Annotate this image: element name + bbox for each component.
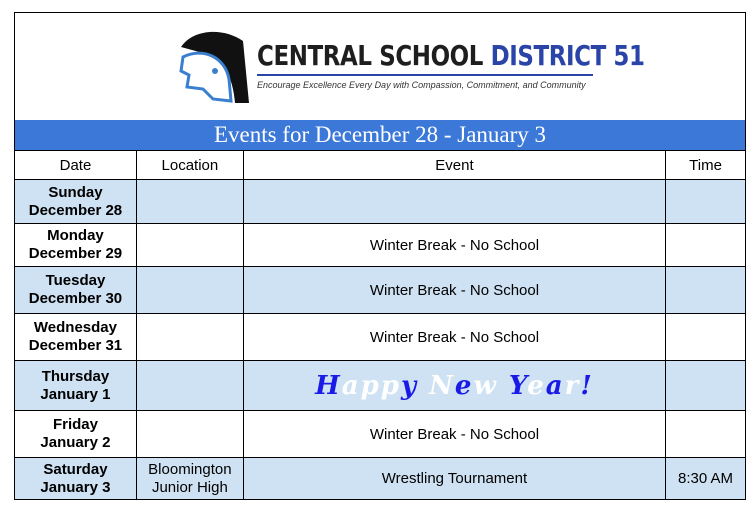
event-cell: Winter Break - No School — [243, 314, 665, 361]
table-row — [15, 458, 746, 500]
location-cell — [136, 224, 243, 267]
events-table — [14, 150, 746, 500]
time-cell — [666, 361, 746, 411]
event-cell: Winter Break - No School — [243, 267, 665, 314]
day-name: Saturday — [43, 460, 108, 478]
logo-divider — [257, 74, 593, 76]
header-event: Event — [243, 151, 665, 180]
happy-new-year-text: Happy New Year! — [315, 370, 594, 401]
table-row — [15, 180, 746, 224]
time-cell — [666, 267, 746, 314]
date-cell — [15, 458, 137, 500]
time-cell — [666, 224, 746, 267]
table-row — [15, 411, 746, 458]
table-row — [15, 361, 746, 411]
district-tagline: Encourage Excellence Every Day with Compassion, Commitment, and Community — [257, 80, 586, 90]
page-title: Events for December 28 - January 3 — [15, 120, 745, 151]
district-name: CENTRAL SCHOOL DISTRICT 51 — [257, 39, 645, 72]
day-date: December 30 — [28, 290, 123, 307]
day-name: Tuesday — [45, 272, 106, 289]
event-cell: Winter Break - No School — [243, 224, 665, 267]
table-row — [15, 314, 746, 361]
location-cell — [136, 267, 243, 314]
location-cell — [136, 411, 243, 458]
date-cell — [15, 314, 137, 361]
day-date: December 28 — [28, 201, 123, 219]
location-cell — [136, 314, 243, 361]
event-cell — [243, 180, 665, 224]
header-location: Location — [136, 151, 243, 180]
date-cell — [15, 224, 137, 267]
day-name: Monday — [47, 227, 104, 244]
time-cell — [666, 411, 746, 458]
day-date: January 2 — [40, 434, 111, 451]
table-header-row — [15, 151, 746, 180]
location-cell — [136, 361, 243, 411]
district-logo — [15, 13, 745, 120]
date-cell — [15, 361, 137, 411]
day-date: January 3 — [40, 478, 111, 496]
date-cell — [15, 267, 137, 314]
header-date: Date — [15, 151, 137, 180]
spartan-helmet-icon — [173, 27, 251, 105]
time-cell — [666, 314, 746, 361]
day-date: December 31 — [28, 337, 123, 354]
date-cell — [15, 411, 137, 458]
day-name: Friday — [52, 416, 98, 433]
events-flyer — [14, 12, 746, 499]
event-cell: Winter Break - No School — [243, 411, 665, 458]
time-cell: 8:30 AM — [666, 458, 746, 500]
day-name: Thursday — [41, 367, 110, 385]
time-cell — [666, 180, 746, 224]
day-date: January 1 — [40, 385, 111, 403]
event-cell: Wrestling Tournament — [243, 458, 665, 500]
date-cell — [15, 180, 137, 224]
table-row — [15, 224, 746, 267]
location-cell: Bloomington Junior High — [136, 458, 243, 500]
day-name: Sunday — [48, 183, 103, 201]
day-name: Wednesday — [33, 319, 117, 336]
header-time: Time — [666, 151, 746, 180]
day-date: December 29 — [28, 245, 123, 262]
location-cell — [136, 180, 243, 224]
event-cell — [243, 361, 665, 411]
table-row — [15, 267, 746, 314]
